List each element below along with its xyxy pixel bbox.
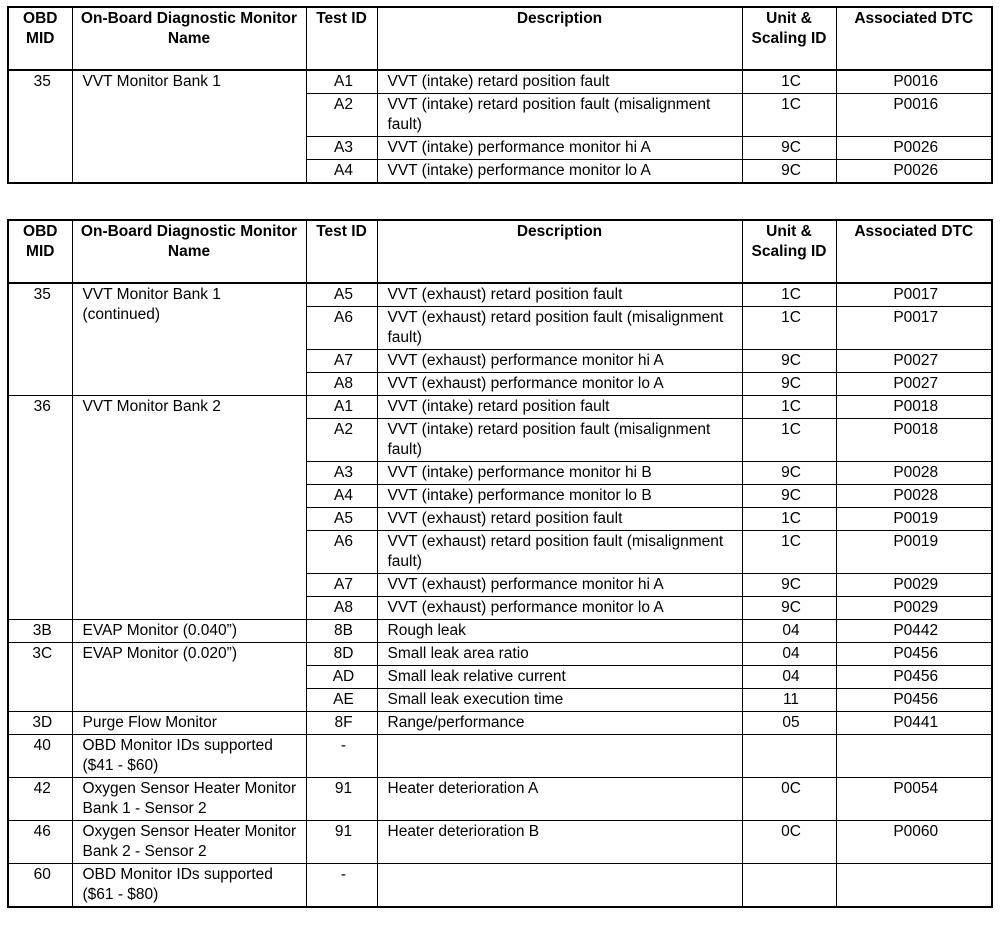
test-id-cell: A7 <box>306 350 377 373</box>
monitor-name-cell: VVT Monitor Bank 1 <box>72 70 306 183</box>
header-description: Description <box>377 220 742 283</box>
test-id-cell: - <box>306 864 377 908</box>
dtc-cell: P0456 <box>836 689 992 712</box>
description-cell: VVT (exhaust) performance monitor lo A <box>377 373 742 396</box>
table-row <box>8 735 992 778</box>
description-cell: VVT (intake) retard position fault <box>377 70 742 94</box>
test-id-cell: A1 <box>306 396 377 419</box>
description-cell: VVT (intake) retard position fault <box>377 396 742 419</box>
description-cell: VVT (intake) performance monitor hi A <box>377 137 742 160</box>
description-cell: VVT (exhaust) performance monitor lo A <box>377 597 742 620</box>
header-unit-scaling-id: Unit & Scaling ID <box>742 7 836 70</box>
test-id-cell: AD <box>306 666 377 689</box>
obd-monitor-table-2 <box>7 219 993 908</box>
test-id-cell: A3 <box>306 137 377 160</box>
monitor-name-cell: Purge Flow Monitor <box>72 712 306 735</box>
table-row <box>8 864 992 908</box>
table-body <box>8 70 992 183</box>
test-id-cell: 91 <box>306 778 377 821</box>
obd-mid-cell: 35 <box>8 283 72 396</box>
obd-mid-cell: 3C <box>8 643 72 712</box>
table-row <box>8 712 992 735</box>
unit-scaling-cell: 1C <box>742 531 836 574</box>
dtc-cell <box>836 735 992 778</box>
unit-scaling-cell: 9C <box>742 485 836 508</box>
dtc-cell: P0054 <box>836 778 992 821</box>
header-obd-mid: OBD MID <box>8 220 72 283</box>
unit-scaling-cell: 9C <box>742 350 836 373</box>
obd-mid-cell: 3D <box>8 712 72 735</box>
table-row <box>8 396 992 419</box>
test-id-cell: A2 <box>306 419 377 462</box>
test-id-cell: A6 <box>306 531 377 574</box>
monitor-name-cell: Oxygen Sensor Heater Monitor Bank 2 - Sensor 2 <box>72 821 306 864</box>
description-cell <box>377 735 742 778</box>
description-cell: Heater deterioration A <box>377 778 742 821</box>
unit-scaling-cell: 04 <box>742 666 836 689</box>
description-cell: VVT (exhaust) performance monitor hi A <box>377 350 742 373</box>
dtc-cell: P0026 <box>836 160 992 184</box>
description-cell: VVT (exhaust) retard position fault <box>377 508 742 531</box>
test-id-cell: 8B <box>306 620 377 643</box>
description-cell: VVT (exhaust) retard position fault (misalignment fault) <box>377 531 742 574</box>
header-unit-scaling-id: Unit & Scaling ID <box>742 220 836 283</box>
description-cell: VVT (exhaust) performance monitor hi A <box>377 574 742 597</box>
table-row <box>8 821 992 864</box>
test-id-cell: A1 <box>306 70 377 94</box>
dtc-cell: P0019 <box>836 508 992 531</box>
description-cell: Small leak execution time <box>377 689 742 712</box>
obd-mid-cell: 35 <box>8 70 72 183</box>
monitor-name-cell: OBD Monitor IDs supported ($61 - $80) <box>72 864 306 908</box>
unit-scaling-cell: 1C <box>742 70 836 94</box>
dtc-cell: P0441 <box>836 712 992 735</box>
test-id-cell: A4 <box>306 160 377 184</box>
test-id-cell: A4 <box>306 485 377 508</box>
test-id-cell: AE <box>306 689 377 712</box>
unit-scaling-cell: 9C <box>742 137 836 160</box>
unit-scaling-cell: 05 <box>742 712 836 735</box>
dtc-cell: P0017 <box>836 283 992 307</box>
description-cell: VVT (intake) performance monitor lo A <box>377 160 742 184</box>
test-id-cell: A2 <box>306 94 377 137</box>
table-row <box>8 70 992 94</box>
header-monitor-name: On-Board Diagnostic Monitor Name <box>72 7 306 70</box>
dtc-cell: P0016 <box>836 70 992 94</box>
dtc-cell: P0456 <box>836 666 992 689</box>
header-description: Description <box>377 7 742 70</box>
header-associated-dtc: Associated DTC <box>836 220 992 283</box>
header-associated-dtc: Associated DTC <box>836 7 992 70</box>
unit-scaling-cell: 0C <box>742 821 836 864</box>
unit-scaling-cell: 9C <box>742 373 836 396</box>
description-cell: VVT (exhaust) retard position fault <box>377 283 742 307</box>
description-cell: VVT (intake) retard position fault (misalignment fault) <box>377 94 742 137</box>
table-body <box>8 283 992 907</box>
dtc-cell <box>836 864 992 908</box>
dtc-cell: P0027 <box>836 373 992 396</box>
header-test-id: Test ID <box>306 220 377 283</box>
description-cell: Rough leak <box>377 620 742 643</box>
unit-scaling-cell: 1C <box>742 94 836 137</box>
test-id-cell: A8 <box>306 373 377 396</box>
dtc-cell: P0017 <box>836 307 992 350</box>
dtc-cell: P0456 <box>836 643 992 666</box>
description-cell: Small leak relative current <box>377 666 742 689</box>
unit-scaling-cell: 9C <box>742 597 836 620</box>
dtc-cell: P0442 <box>836 620 992 643</box>
dtc-cell: P0018 <box>836 396 992 419</box>
monitor-name-cell: Oxygen Sensor Heater Monitor Bank 1 - Sensor 2 <box>72 778 306 821</box>
unit-scaling-cell: 0C <box>742 778 836 821</box>
header-monitor-name: On-Board Diagnostic Monitor Name <box>72 220 306 283</box>
unit-scaling-cell: 1C <box>742 307 836 350</box>
table-row <box>8 643 992 666</box>
obd-mid-cell: 40 <box>8 735 72 778</box>
obd-mid-cell: 36 <box>8 396 72 620</box>
test-id-cell: A5 <box>306 283 377 307</box>
header-obd-mid: OBD MID <box>8 7 72 70</box>
description-cell: Heater deterioration B <box>377 821 742 864</box>
test-id-cell: 91 <box>306 821 377 864</box>
header-test-id: Test ID <box>306 7 377 70</box>
table-header-row <box>8 220 992 283</box>
dtc-cell: P0018 <box>836 419 992 462</box>
unit-scaling-cell: 9C <box>742 160 836 184</box>
table-row <box>8 283 992 307</box>
description-cell: Range/performance <box>377 712 742 735</box>
test-id-cell: 8F <box>306 712 377 735</box>
test-id-cell: A3 <box>306 462 377 485</box>
test-id-cell: - <box>306 735 377 778</box>
dtc-cell: P0060 <box>836 821 992 864</box>
dtc-cell: P0029 <box>836 597 992 620</box>
test-id-cell: A6 <box>306 307 377 350</box>
test-id-cell: A7 <box>306 574 377 597</box>
description-cell: VVT (intake) retard position fault (misalignment fault) <box>377 419 742 462</box>
description-cell: VVT (intake) performance monitor lo B <box>377 485 742 508</box>
unit-scaling-cell: 11 <box>742 689 836 712</box>
dtc-cell: P0016 <box>836 94 992 137</box>
description-cell <box>377 864 742 908</box>
description-cell: VVT (exhaust) retard position fault (misalignment fault) <box>377 307 742 350</box>
obd-monitor-table-1 <box>7 6 993 184</box>
dtc-cell: P0029 <box>836 574 992 597</box>
unit-scaling-cell: 1C <box>742 419 836 462</box>
unit-scaling-cell: 1C <box>742 396 836 419</box>
monitor-name-cell: OBD Monitor IDs supported ($41 - $60) <box>72 735 306 778</box>
monitor-name-cell: VVT Monitor Bank 2 <box>72 396 306 620</box>
table-row <box>8 620 992 643</box>
dtc-cell: P0028 <box>836 462 992 485</box>
obd-mid-cell: 42 <box>8 778 72 821</box>
dtc-cell: P0027 <box>836 350 992 373</box>
unit-scaling-cell: 04 <box>742 620 836 643</box>
dtc-cell: P0026 <box>836 137 992 160</box>
test-id-cell: 8D <box>306 643 377 666</box>
test-id-cell: A8 <box>306 597 377 620</box>
obd-mid-cell: 60 <box>8 864 72 908</box>
unit-scaling-cell: 9C <box>742 574 836 597</box>
description-cell: Small leak area ratio <box>377 643 742 666</box>
table-header-row <box>8 7 992 70</box>
unit-scaling-cell <box>742 864 836 908</box>
obd-mid-cell: 3B <box>8 620 72 643</box>
monitor-name-cell: EVAP Monitor (0.020”) <box>72 643 306 712</box>
test-id-cell: A5 <box>306 508 377 531</box>
unit-scaling-cell: 1C <box>742 508 836 531</box>
table-row <box>8 778 992 821</box>
unit-scaling-cell: 04 <box>742 643 836 666</box>
unit-scaling-cell <box>742 735 836 778</box>
description-cell: VVT (intake) performance monitor hi B <box>377 462 742 485</box>
dtc-cell: P0028 <box>836 485 992 508</box>
obd-mid-cell: 46 <box>8 821 72 864</box>
monitor-name-cell: VVT Monitor Bank 1 (continued) <box>72 283 306 396</box>
unit-scaling-cell: 9C <box>742 462 836 485</box>
monitor-name-cell: EVAP Monitor (0.040”) <box>72 620 306 643</box>
dtc-cell: P0019 <box>836 531 992 574</box>
unit-scaling-cell: 1C <box>742 283 836 307</box>
